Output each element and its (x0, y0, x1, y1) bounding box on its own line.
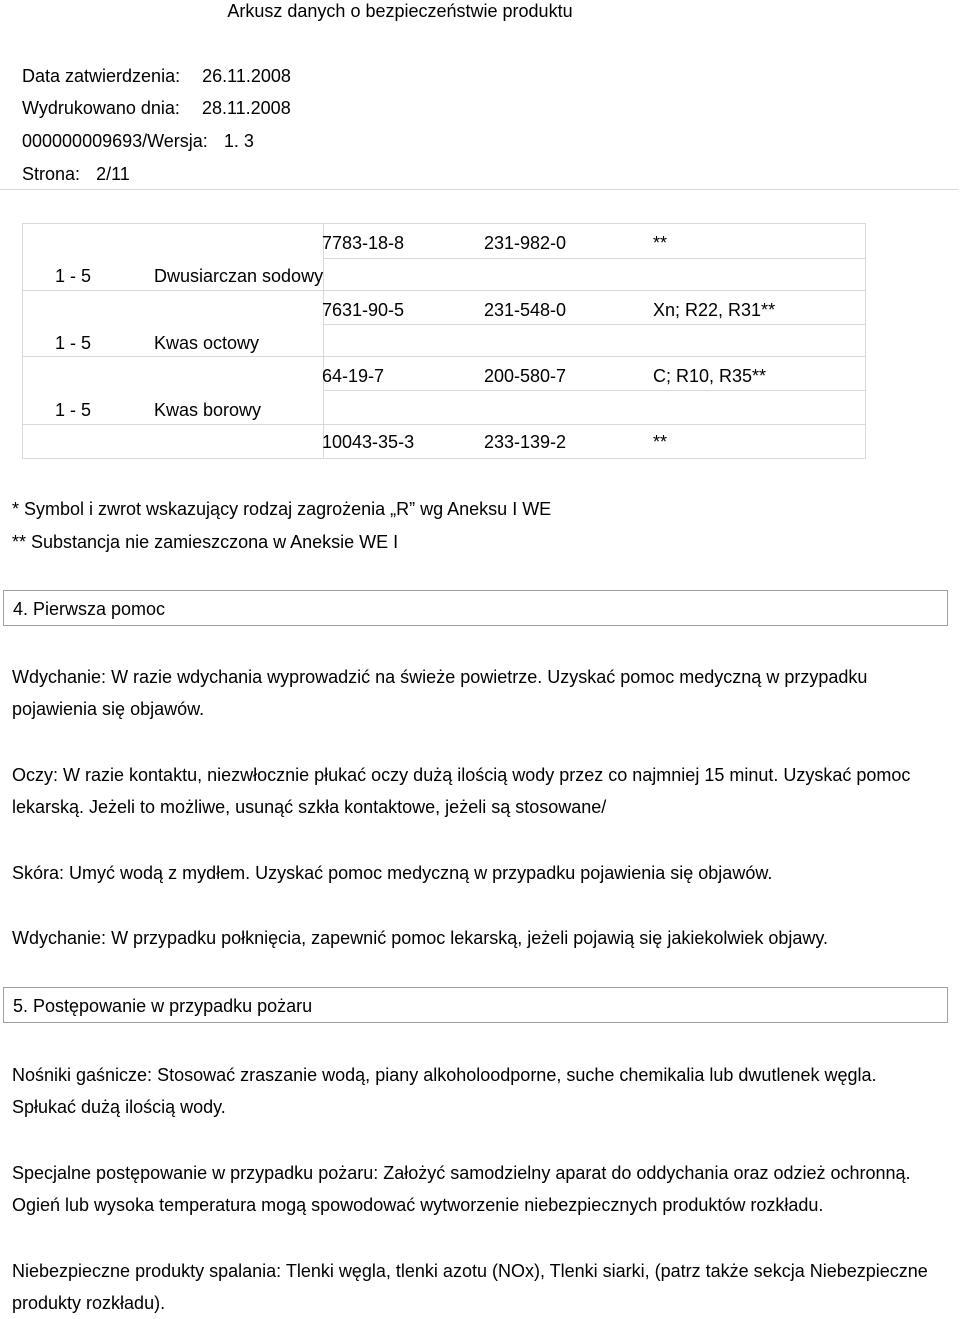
printed-date-line (22, 97, 291, 119)
ingestion-text: W przypadku połknięcia, zapewnić pomoc lekarską, jeżeli pojawią się jakiekolwiek objawy. (111, 928, 829, 948)
table-divider (323, 390, 865, 391)
cas-number: 7631-90-5 (322, 300, 405, 320)
skin-label: Skóra: (12, 863, 65, 883)
special-procedures-label: Specjalne postępowanie w przypadku pożaru: (12, 1163, 379, 1183)
section-5-title: 5. Postępowanie w przypadku pożaru (13, 996, 313, 1016)
classification: C; R10, R35** (653, 366, 767, 386)
version-number: 1. 3 (223, 131, 254, 151)
special-procedures-text: Założyć samodzielny aparat do oddychania oraz odzież ochronną. Ogień lub wysoka temperatura mogą spowodować wytworzenie niebezpiecznych produktów rozkładu. (12, 1163, 911, 1215)
substance-name: Dwusiarczan sodowy (154, 266, 324, 286)
printed-label: Wydrukowano dnia: (22, 98, 180, 118)
cas-number: 7783-18-8 (322, 233, 405, 253)
approval-date: 26.11.2008 (202, 66, 291, 86)
concentration-range: 1 - 5 (55, 400, 92, 420)
special-procedures-paragraph (12, 1157, 942, 1221)
version-line (22, 130, 254, 152)
classification: ** (653, 432, 668, 452)
extinguishing-media-text: Stosować zraszanie wodą, piany alkoholoodporne, suche chemikalia lub dwutlenek węgla. Spłukać dużą ilością wody. (12, 1065, 877, 1117)
skin-paragraph (12, 857, 942, 889)
page-label: Strona: (22, 164, 81, 184)
combustion-products-text: Tlenki węgla, tlenki azotu (NOx), Tlenki siarki, (patrz także sekcja Niebezpieczne produkty rozkładu). (12, 1261, 928, 1313)
footnote-hazard-symbol: * Symbol i zwrot wskazujący rodzaj zagrożenia „R” wg Aneksu I WE (12, 499, 552, 519)
page-number: 2/11 (96, 164, 130, 184)
ec-number: 200-580-7 (484, 366, 567, 386)
concentration-range: 1 - 5 (55, 266, 92, 286)
table-divider (323, 258, 865, 259)
inhalation-text: W razie wdychania wyprowadzić na świeże powietrze. Uzyskać pomoc medyczną w przypadku pojawienia się objawów. (12, 667, 868, 719)
table-divider (23, 356, 865, 357)
cas-number: 10043-35-3 (322, 432, 415, 452)
inhalation-label: Wdychanie: (12, 667, 107, 687)
composition-table (22, 223, 866, 459)
classification: Xn; R22, R31** (653, 300, 776, 320)
eyes-text: W razie kontaktu, niezwłocznie płukać oczy dużą ilością wody przez co najmniej 15 minut. Uzyskać pomoc lekarską. Jeżeli to możliwe, usunąć szkła kontaktowe, jeżeli są stosowane/ (12, 765, 911, 817)
approval-date-line (22, 65, 291, 87)
substance-name: Kwas borowy (154, 400, 262, 420)
combustion-products-label: Niebezpieczne produkty spalania: (12, 1261, 282, 1281)
substance-name: Kwas octowy (154, 333, 260, 353)
inhalation-paragraph (12, 661, 942, 725)
extinguishing-media-label: Nośniki gaśnicze: (12, 1065, 153, 1085)
combustion-products-paragraph (12, 1255, 942, 1319)
doc-version: 000000009693/Wersja: (22, 131, 208, 151)
ec-number: 233-139-2 (484, 432, 567, 452)
section-5-header (3, 987, 948, 1023)
printed-date: 28.11.2008 (201, 98, 291, 118)
table-divider (323, 324, 865, 325)
section-4-title: 4. Pierwsza pomoc (13, 599, 166, 619)
section-4-header (3, 590, 948, 626)
header-divider (0, 189, 958, 190)
concentration-range: 1 - 5 (55, 333, 92, 353)
table-divider (23, 290, 865, 291)
ingestion-label: Wdychanie: (12, 928, 107, 948)
cas-number: 64-19-7 (322, 366, 385, 386)
eyes-paragraph (12, 759, 942, 823)
extinguishing-media-paragraph (12, 1059, 942, 1123)
ec-number: 231-982-0 (484, 233, 567, 253)
document-title: Arkusz danych o bezpieczeństwie produktu (227, 1, 573, 21)
footnote-not-listed: ** Substancja nie zamieszczona w Aneksie WE I (12, 532, 399, 552)
approval-label: Data zatwierdzenia: (22, 66, 181, 86)
table-column-divider (323, 224, 324, 458)
ec-number: 231-548-0 (484, 300, 567, 320)
skin-text: Umyć wodą z mydłem. Uzyskać pomoc medyczną w przypadku pojawienia się objawów. (69, 863, 773, 883)
page-line (22, 163, 130, 185)
classification: ** (653, 233, 668, 253)
table-divider (23, 424, 865, 425)
eyes-label: Oczy: (12, 765, 59, 785)
ingestion-paragraph (12, 922, 942, 954)
